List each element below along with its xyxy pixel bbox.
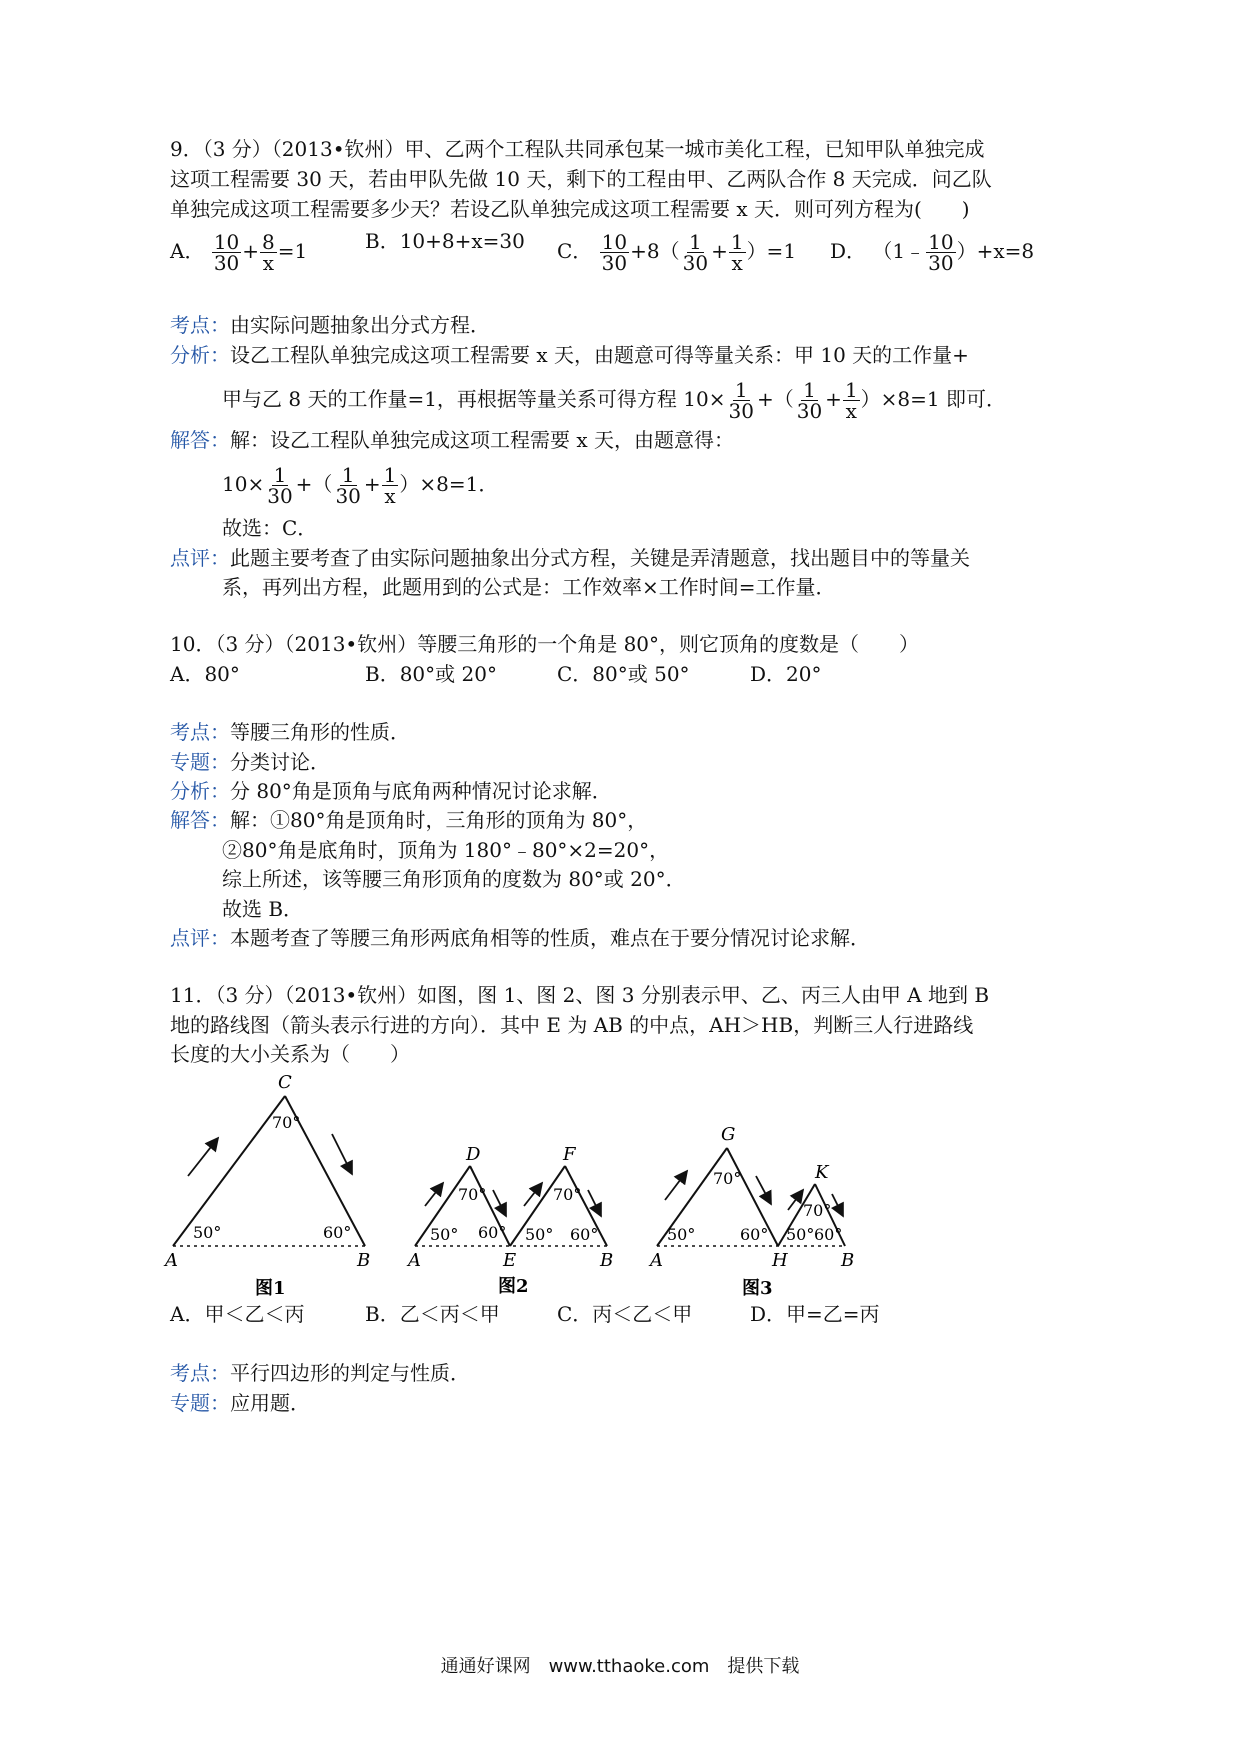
fraction bbox=[729, 232, 746, 273]
equation-rest: ）=1 bbox=[746, 239, 797, 263]
q11-stem-line3: 长度的大小关系为（ ） bbox=[170, 1042, 410, 1066]
arrow-icon bbox=[493, 1190, 506, 1216]
angle-label: 60° bbox=[740, 1225, 769, 1244]
section-label: 分析： bbox=[170, 343, 230, 367]
q9-fenxi bbox=[170, 339, 969, 371]
numerator: 1 bbox=[844, 378, 858, 402]
section-text: 应用题． bbox=[230, 1391, 310, 1415]
q9-stem-line1: 9．（3 分）（2013•钦州）甲、乙两个工程队共同承包某一城市美化工程，已知甲队单独完成 bbox=[170, 137, 985, 161]
option-label: A． bbox=[170, 239, 205, 263]
arrow-icon bbox=[188, 1138, 218, 1176]
figure-1 bbox=[163, 1072, 370, 1299]
angle-label: 50° bbox=[430, 1225, 459, 1244]
angle-label: 60° bbox=[478, 1223, 507, 1242]
section-text: 解：①80°角是顶角时，三角形的顶角为 80°， bbox=[230, 808, 648, 832]
denominator: 30 bbox=[335, 484, 361, 508]
angle-label: 50° bbox=[786, 1225, 815, 1244]
q11-kaodian bbox=[170, 1357, 470, 1389]
numerator: 10 bbox=[601, 230, 628, 254]
section-text: 平行四边形的判定与性质． bbox=[230, 1361, 470, 1385]
section-label: 专题： bbox=[170, 750, 230, 774]
angle-label: 50° bbox=[525, 1225, 554, 1244]
fraction bbox=[212, 232, 241, 273]
angle-label: 70° bbox=[803, 1201, 832, 1220]
q9-kaodian bbox=[170, 309, 490, 341]
section-text: 本题考查了等腰三角形两底角相等的性质，难点在于要分情况讨论求解． bbox=[230, 926, 870, 950]
section-text: 此题主要考查了由实际问题抽象出分式方程，关键是弄清题意，找出题目中的等量关 bbox=[230, 546, 970, 570]
section-label: 解答： bbox=[170, 808, 230, 832]
vertex-label-h: H bbox=[772, 1250, 788, 1271]
q9-dianping-line2: 系，再列出方程，此题用到的公式是：工作效率×工作时间=工作量． bbox=[222, 575, 836, 599]
denominator: 30 bbox=[928, 251, 954, 275]
option-label: D． bbox=[830, 239, 867, 263]
vertex-label-g: G bbox=[721, 1124, 736, 1145]
fraction bbox=[926, 232, 955, 273]
denominator: x bbox=[845, 399, 857, 423]
numerator: 1 bbox=[341, 463, 355, 487]
denominator: 30 bbox=[796, 399, 823, 423]
q9-stem-line2: 这项工程需要 30 天，若由甲队先做 10 天，剩下的工程由甲、乙两队合作 8 天完成．问乙队 bbox=[170, 167, 992, 191]
equation-mid: +8（ bbox=[630, 239, 680, 263]
figure-caption: 图2 bbox=[498, 1276, 529, 1297]
vertex-label-c: C bbox=[278, 1072, 292, 1093]
equation-pre: 甲与乙 8 天的工作量=1，再根据等量关系可得方程 10× bbox=[222, 387, 726, 411]
section-label: 考点： bbox=[170, 313, 230, 337]
numerator: 1 bbox=[803, 378, 816, 402]
q10-option-c: C．80°或 50° bbox=[557, 662, 690, 686]
equation-rest: ）×8=1． bbox=[399, 472, 499, 496]
vertex-label-b: B bbox=[600, 1250, 614, 1271]
q10-jieda bbox=[170, 804, 647, 836]
section-text: 由实际问题抽象出分式方程． bbox=[230, 313, 490, 337]
q9-answer: 故选：C． bbox=[222, 516, 318, 540]
q10-stem: 10．（3 分）（2013•钦州）等腰三角形的一个角是 80°，则它顶角的度数是（ ） bbox=[170, 632, 920, 656]
q11-option-b: B．乙＜丙＜甲 bbox=[365, 1302, 500, 1326]
vertex-label-b: B bbox=[357, 1250, 371, 1271]
denominator: 30 bbox=[601, 251, 628, 275]
route-figures bbox=[160, 1066, 880, 1306]
vertex-label-k: K bbox=[815, 1162, 829, 1183]
angle-label: 60° bbox=[323, 1223, 352, 1242]
plus-sign: + bbox=[242, 239, 260, 263]
vertex-label-e: E bbox=[503, 1250, 517, 1271]
q11-option-a: A．甲＜乙＜丙 bbox=[170, 1302, 305, 1326]
q11-option-d: D．甲=乙=丙 bbox=[750, 1302, 880, 1326]
q11-option-c: C．丙＜乙＜甲 bbox=[557, 1302, 693, 1326]
equation-mid: +（ bbox=[295, 472, 333, 496]
vertex-label-d: D bbox=[466, 1144, 481, 1165]
section-label: 考点： bbox=[170, 1361, 230, 1385]
numerator: 1 bbox=[730, 230, 744, 254]
fraction bbox=[727, 380, 756, 421]
angle-label: 50° bbox=[193, 1223, 222, 1242]
equation-rest: =1 bbox=[277, 239, 308, 263]
q10-option-d: D．20° bbox=[750, 662, 822, 686]
numerator: 8 bbox=[262, 230, 275, 254]
q10-dianping bbox=[170, 922, 870, 954]
arrow-icon bbox=[756, 1176, 771, 1204]
fraction bbox=[795, 380, 824, 421]
section-label: 专题： bbox=[170, 1391, 230, 1415]
angle-label: 60° bbox=[570, 1225, 599, 1244]
section-text: 分类讨论． bbox=[230, 750, 330, 774]
q9-option-c bbox=[557, 232, 796, 273]
numerator: 1 bbox=[383, 463, 397, 487]
denominator: x bbox=[262, 251, 275, 275]
plus-sign: + bbox=[825, 387, 842, 411]
numerator: 10 bbox=[213, 230, 240, 254]
page-footer: 通通好课网 www.tthaoke.com 提供下载 bbox=[440, 1656, 800, 1677]
q9-stem-line3: 单独完成这项工程需要多少天？若设乙队单独完成这项工程需要 x 天．则可列方程为( ) bbox=[170, 197, 970, 221]
q11-stem-line2: 地的路线图（箭头表示行进的方向）．其中 E 为 AB 的中点，AH＞HB，判断三人行进路线 bbox=[170, 1013, 974, 1037]
equation-pre: 10× bbox=[222, 472, 265, 496]
denominator: x bbox=[384, 484, 396, 508]
angle-label: 70° bbox=[458, 1185, 487, 1204]
fraction bbox=[265, 465, 294, 506]
section-label: 解答： bbox=[170, 428, 230, 452]
fraction bbox=[382, 465, 399, 506]
q10-jieda-line2: ②80°角是底角时，顶角为 180°﹣80°×2=20°， bbox=[222, 838, 670, 862]
vertex-label-f: F bbox=[563, 1144, 576, 1165]
figure-caption: 图1 bbox=[255, 1278, 286, 1299]
fraction bbox=[260, 232, 277, 273]
q9-option-a bbox=[170, 232, 307, 273]
angle-label: 50° bbox=[667, 1225, 696, 1244]
angle-label: 70° bbox=[553, 1185, 582, 1204]
q10-jieda-line3: 综上所述，该等腰三角形顶角的度数为 80°或 20°． bbox=[222, 867, 686, 891]
section-label: 点评： bbox=[170, 546, 230, 570]
q9-option-b: B．10+8+x=30 bbox=[365, 229, 525, 253]
arrow-icon bbox=[665, 1171, 687, 1200]
fraction bbox=[681, 232, 710, 273]
arrow-icon bbox=[832, 1194, 843, 1216]
q11-zhuanti bbox=[170, 1387, 310, 1419]
angle-label: 70° bbox=[272, 1113, 301, 1132]
denominator: 30 bbox=[682, 251, 709, 275]
section-label: 分析： bbox=[170, 779, 230, 803]
section-text: 设乙工程队单独完成这项工程需要 x 天，由题意可得等量关系：甲 10 天的工作量+ bbox=[230, 343, 969, 367]
section-label: 点评： bbox=[170, 926, 230, 950]
option-label: C． bbox=[557, 239, 593, 263]
figure-caption: 图3 bbox=[742, 1278, 773, 1299]
fraction bbox=[843, 380, 860, 421]
q10-fenxi bbox=[170, 775, 612, 807]
equation-rest: ）+x=8 bbox=[956, 239, 1035, 263]
denominator: 30 bbox=[213, 251, 240, 275]
figure-2 bbox=[406, 1144, 613, 1297]
path-segment bbox=[173, 1096, 285, 1246]
angle-label: 70° bbox=[713, 1169, 742, 1188]
section-text: 解：设乙工程队单独完成这项工程需要 x 天，由题意得： bbox=[230, 428, 734, 452]
equation-pre: （1﹣ bbox=[872, 239, 926, 263]
vertex-label-a: A bbox=[650, 1250, 663, 1271]
section-text: 分 80°角是顶角与底角两种情况讨论求解． bbox=[230, 779, 612, 803]
vertex-label-a: A bbox=[408, 1250, 421, 1271]
q11-stem-line1: 11．（3 分）（2013•钦州）如图，图 1、图 2、图 3 分别表示甲、乙、丙三人由甲 A 地到 B bbox=[170, 983, 990, 1007]
q10-option-b: B．80°或 20° bbox=[365, 662, 497, 686]
figure-3 bbox=[648, 1124, 854, 1299]
denominator: x bbox=[731, 251, 743, 275]
q9-fenxi-line2 bbox=[222, 380, 1006, 421]
q10-kaodian bbox=[170, 716, 410, 748]
section-label: 考点： bbox=[170, 720, 230, 744]
arrow-icon bbox=[425, 1183, 443, 1206]
plus-sign: + bbox=[711, 239, 728, 263]
q9-equation bbox=[222, 465, 498, 506]
vertex-label-a: A bbox=[165, 1250, 178, 1271]
q9-jieda bbox=[170, 424, 734, 456]
plus-sign: + bbox=[363, 472, 381, 496]
numerator: 1 bbox=[734, 378, 748, 402]
denominator: 30 bbox=[267, 484, 293, 508]
equation-rest: ）×8=1 即可． bbox=[860, 387, 1006, 411]
numerator: 1 bbox=[273, 463, 287, 487]
fraction bbox=[333, 465, 362, 506]
q10-zhuanti bbox=[170, 746, 330, 778]
arrow-icon bbox=[332, 1134, 352, 1174]
numerator: 1 bbox=[688, 230, 702, 254]
vertex-label-b: B bbox=[841, 1250, 855, 1271]
section-text: 等腰三角形的性质． bbox=[230, 720, 410, 744]
q10-option-a: A．80° bbox=[170, 662, 240, 686]
fraction bbox=[600, 232, 629, 273]
q10-jieda-line4: 故选 B． bbox=[222, 897, 304, 921]
q9-dianping bbox=[170, 542, 970, 574]
equation-mid: +（ bbox=[756, 387, 794, 411]
denominator: 30 bbox=[728, 399, 754, 423]
angle-label: 60° bbox=[814, 1225, 843, 1244]
numerator: 10 bbox=[928, 230, 954, 254]
q9-option-d bbox=[830, 232, 1034, 273]
